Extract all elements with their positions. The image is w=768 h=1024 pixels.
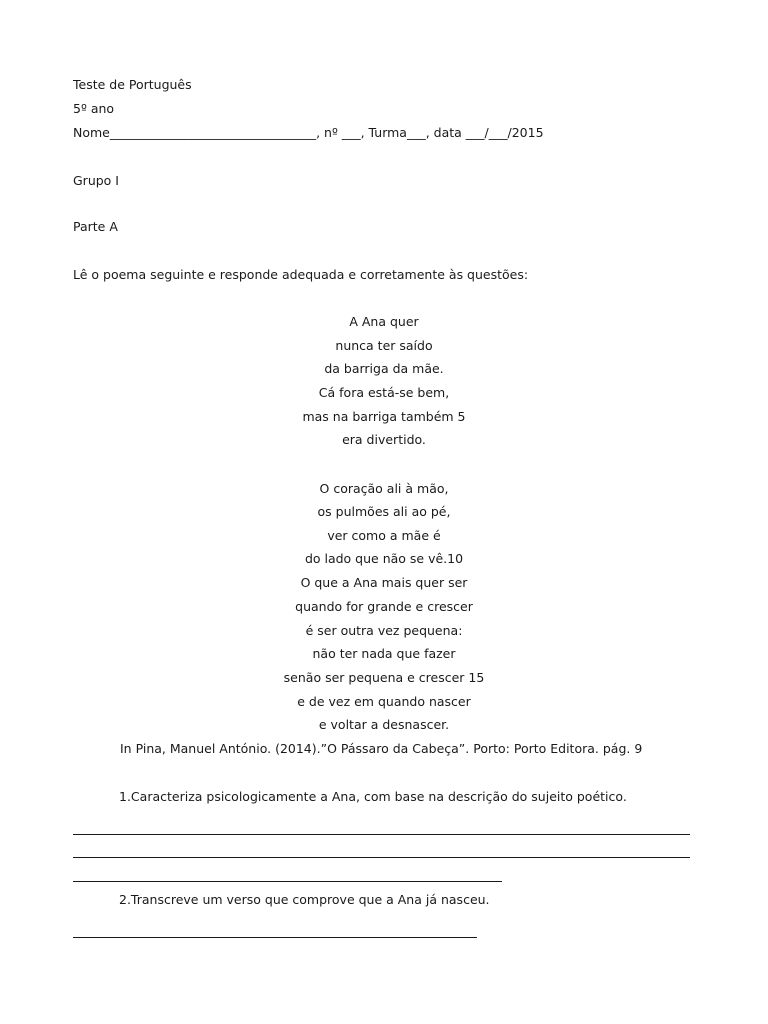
poem-citation: In Pina, Manuel António. (2014).”O Pássaro da Cabeça”. Porto: Porto Editora. pág. 9: [120, 741, 643, 756]
poem-verse: mas na barriga também 5: [302, 409, 466, 424]
poem-verse: e de vez em quando nascer: [297, 694, 471, 709]
poem-verse: era divertido.: [342, 432, 426, 447]
test-title: Teste de Português: [73, 77, 192, 92]
poem-verse: senão ser pequena e crescer 15: [283, 670, 485, 685]
poem-verse: A Ana quer: [349, 314, 419, 329]
answer-line[interactable]: [73, 881, 502, 882]
part-heading: Parte A: [73, 219, 118, 234]
grade-label: 5º ano: [73, 101, 115, 116]
poem-verse: nunca ter saído: [335, 338, 433, 353]
question-2: 2.Transcreve um verso que comprove que a Ana já nasceu.: [119, 892, 490, 907]
poem-verse: os pulmões ali ao pé,: [317, 504, 451, 519]
answer-line[interactable]: [73, 937, 477, 938]
poem-verse: não ter nada que fazer: [312, 646, 456, 661]
poem-verse: é ser outra vez pequena:: [305, 623, 463, 638]
poem-verse: ver como a mãe é: [327, 528, 441, 543]
group-heading: Grupo I: [73, 173, 119, 188]
instruction-text: Lê o poema seguinte e responde adequada e corretamente às questões:: [73, 267, 529, 282]
question-1: 1.Caracteriza psicologicamente a Ana, com base na descrição do sujeito poético.: [119, 789, 627, 804]
poem-verse: do lado que não se vê.10: [304, 551, 464, 566]
name-field-line: Nome_________________________________, nº ___, Turma___, data ___/___/2015: [73, 125, 544, 140]
poem-verse: da barriga da mãe.: [324, 361, 444, 376]
poem-verse: quando for grande e crescer: [295, 599, 473, 614]
poem-verse: O coração ali à mão,: [319, 481, 449, 496]
answer-line[interactable]: [73, 834, 690, 835]
poem-verse: e voltar a desnascer.: [318, 717, 450, 732]
poem-verse: Cá fora está-se bem,: [318, 385, 450, 400]
poem-verse: O que a Ana mais quer ser: [300, 575, 468, 590]
answer-line[interactable]: [73, 857, 690, 858]
